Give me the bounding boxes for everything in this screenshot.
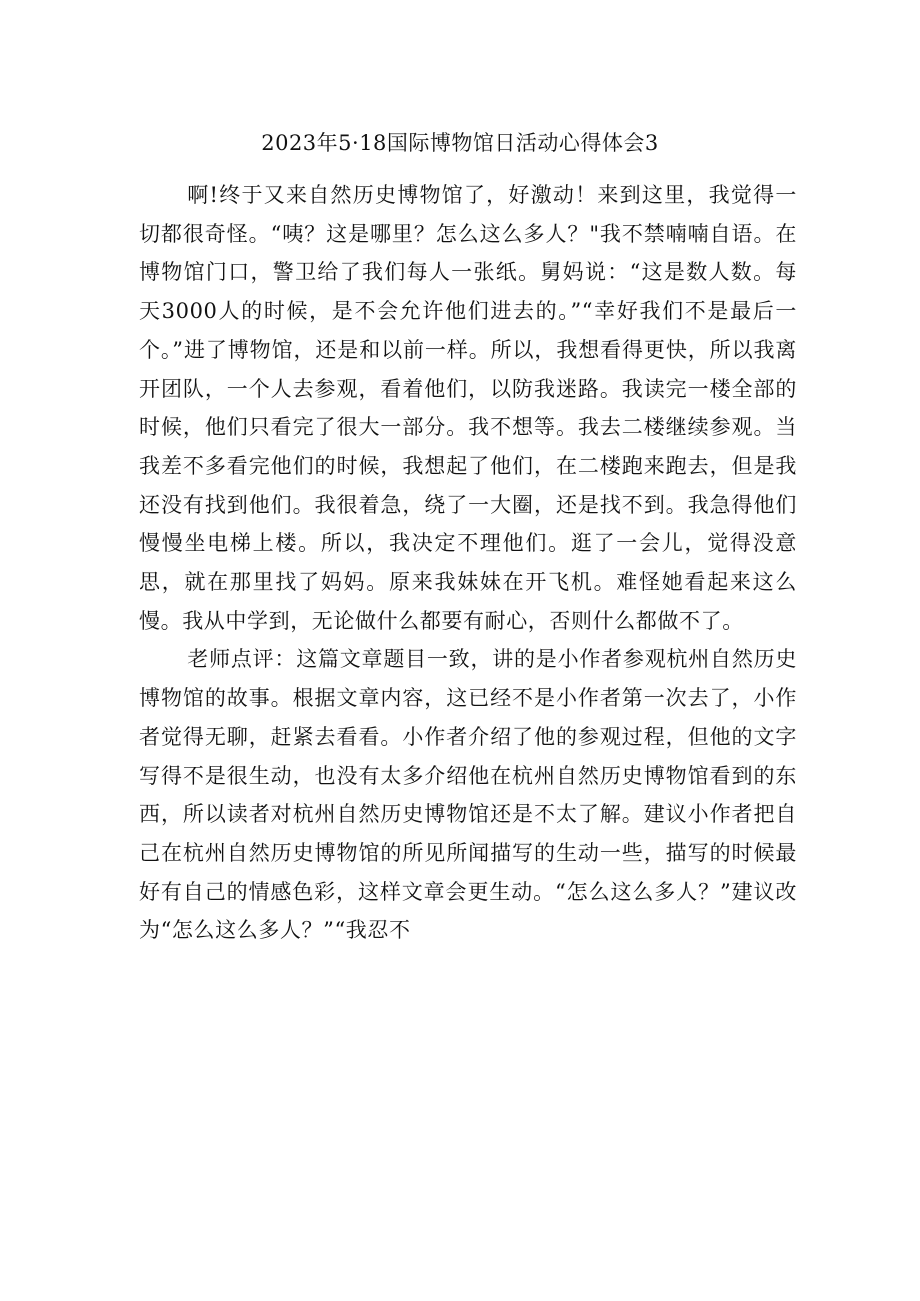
teacher-comment-paragraph: 老师点评：这篇文章题目一致，讲的是小作者参观杭州自然历史博物馆的故事。根据文章内容，这已经不是小作者第一次去了，小作者觉得无聊，赶紧去看看。小作者介绍了他的参观过程，但他的文字写得不是很生动，也没有太多介绍他在杭州自然历史博物馆看到的东西，所以读者对杭州自然历史博物馆还是不太了解。建议小作者把自己在杭州自然历史博物馆的所见所闻描写的生动一些，描写的时候最好有自己的情感色彩，这样文章会更生动。“怎么这么多人？”建议改为“怎么这么多人？”“我忍不 [139, 647, 797, 943]
document-body [139, 176, 797, 950]
document-title: 2023年5·18国际博物馆日活动心得体会3 [261, 131, 659, 155]
essay-paragraph: 啊!终于又来自然历史博物馆了，好激动！来到这里，我觉得一切都很奇怪。“咦？这是哪里？怎么这么多人？"我不禁喃喃自语。在博物馆门口，警卫给了我们每人一张纸。舅妈说：“这是数人数。每天3000人的时候，是不会允许他们进去的。”“幸好我们不是最后一个。”进了博物馆，还是和以前一样。所以，我想看得更快，所以我离开团队，一个人去参观，看着他们，以防我迷路。我读完一楼全部的时候，他们只看完了很大一部分。我不想等。我去二楼继续参观。当我差不多看完他们的时候，我想起了他们，在二楼跑来跑去，但是我还没有找到他们。我很着急，绕了一大圈，还是找不到。我急得他们慢慢坐电梯上楼。所以，我决定不理他们。逛了一会儿，觉得没意思，就在那里找了妈妈。原来我妹妹在开飞机。难怪她看起来这么慢。我从中学到，无论做什么都要有耐心，否则什么都做不了。 [139, 183, 797, 633]
